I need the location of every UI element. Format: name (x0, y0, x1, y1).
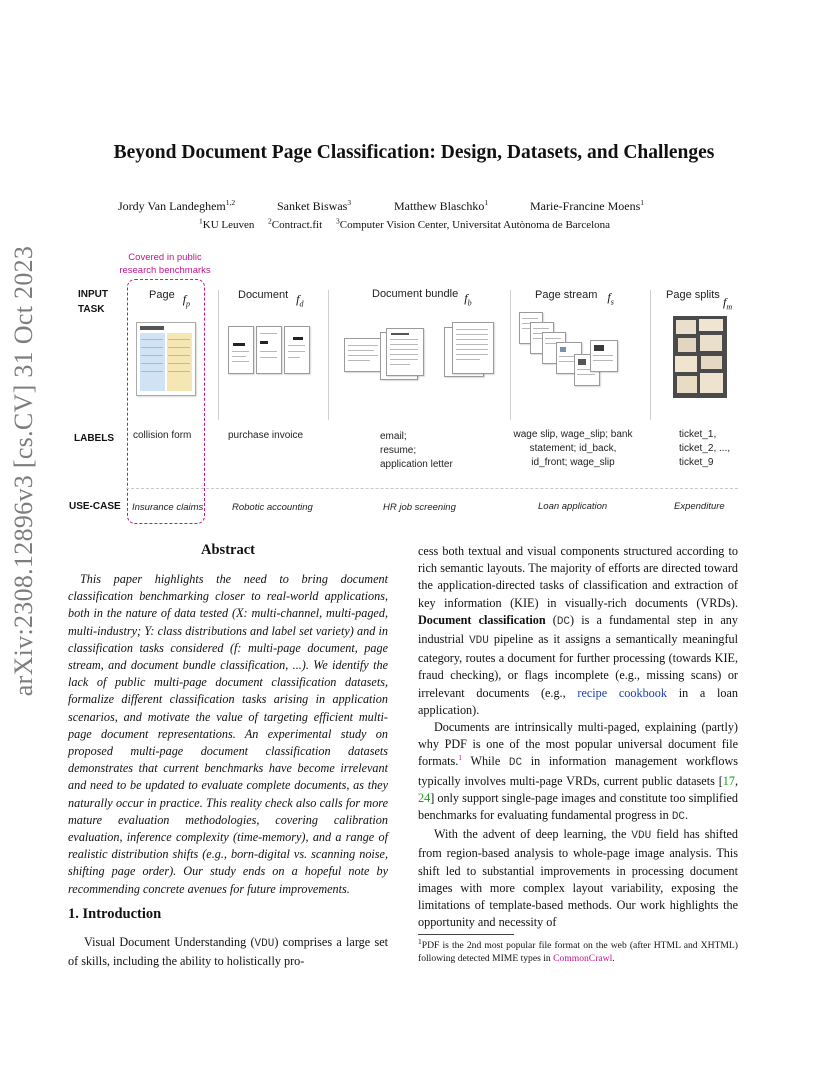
column-header-page-splits: Page splits $f_m$ (666, 289, 733, 312)
thumbnail-stream-page-6 (590, 340, 618, 372)
column-divider (328, 290, 329, 420)
affiliation-1: $^1$KU Leuven (199, 216, 255, 231)
citation-24[interactable]: 24 (418, 790, 431, 805)
label-document-bundle: email; resume; application letter (380, 431, 453, 470)
row-label-input-task: INPUT TASK (78, 289, 108, 315)
author-2: Sanket Biswas$^3$ (277, 198, 352, 213)
footnote-rule (418, 934, 514, 935)
column-header-document-bundle: Document bundle $_{f_b}$ (372, 288, 472, 308)
label-page-stream: wage slip, wage_slip; bank statement; id_back, id_front; wage_slip (513, 429, 633, 468)
use-case-page-splits: Expenditure (674, 501, 725, 512)
column-header-page: Page $_{f_p}$ (149, 289, 191, 309)
row-label-labels: LABELS (74, 433, 114, 444)
affiliation-3: $^3$Computer Vision Center, Universitat Autònoma de Barcelona (336, 216, 611, 231)
use-case-page-stream: Loan application (538, 501, 608, 512)
right-column-body: cess both textual and visual components structured according to rich semantic layouts. The majority of efforts are directed toward the application-directed tasks of classification and extraction of key information (KIE) in visually-rich documents (VRDs). Document classification (DC) is a fundamental step in any industrial VDU pipeline as it assigns a semantically meaningful category, routes a document for further processing (towards KIE, fraud checking), or flags incomplete (e.g., missing scans) or irrelevant documents (e.g., recipe cookbook in a loan application). Documents are intrinsically multi-paged, explaining (partly) why PDF is one of the most popular universal document file formats.$^1$ While DC in information management workflows typically involves multi-page VRDs, current public datasets [17, 24] only support single-page images and constitute too simplified benchmarks for evaluating fundamental progress in DC. With the advent of deep learning, the VDU field has shifted from region-based analysis to whole-page image analysis. This shift led to substantial improvements in processing document images with more complex layout variability, exposing the limitations of template-based methods. Our work highlights the opportunity and necessity of (418, 544, 739, 930)
paper-title: Beyond Document Page Classification: Design, Datasets, and Challenges (113, 142, 715, 163)
use-case-page: Insurance claims (132, 502, 204, 513)
thumbnail-collision-form (136, 322, 196, 396)
introduction-body: Visual Document Understanding (VDU) comprises a large set of skills, including the ability to holistically pro- (68, 935, 389, 969)
author-1: Jordy Van Landeghem$^{1,2}$ (118, 198, 236, 213)
thumbnail-ticket-splits (673, 316, 727, 398)
column-header-document: Document $_{f_d}$ (238, 289, 304, 309)
recipe-cookbook-link[interactable]: recipe cookbook (577, 685, 667, 700)
label-page-splits: ticket_1, ticket_2, ..., ticket_9 (679, 429, 731, 468)
use-case-document: Robotic accounting (232, 502, 313, 513)
citation-17[interactable]: 17 (722, 773, 735, 788)
label-document: purchase invoice (228, 430, 304, 441)
thumbnail-invoice-page-2 (256, 326, 282, 374)
column-divider (510, 290, 511, 420)
introduction-heading: 1. Introduction (68, 906, 162, 922)
label-page: collision form (133, 430, 192, 441)
use-case-separator (126, 488, 738, 489)
column-divider (218, 290, 219, 420)
column-divider (650, 290, 651, 420)
commoncrawl-link[interactable]: CommonCrawl (553, 953, 613, 964)
thumbnail-invoice-page-3 (284, 326, 310, 374)
affiliation-2: $^2$Contract.fit (268, 216, 323, 231)
abstract-body: This paper highlights the need to bring document classification benchmarking closer to real-world applications, both in the nature of data tested (X: multi-channel, multi-paged, multi-industry; Y: class distributions and label set variety) and in classification tasks considered (f: multi-page document, page stream, and document bundle classification, ...). We identify the lack of public multi-page document classification datasets, formalize different classification tasks arising in application scenarios, and motivate the value of targeting efficient multi-page document representations. An experimental study on proposed multi-page document classification datasets demonstrates that current benchmarks have become irrelevant and need to be updated to evaluate complete documents, as they naturally occur in practice. This reality check also calls for more mature evaluation methodologies, covering calibration evaluation, inference complexity (time-memory), and a range of realistic distribution shifts (e.g., born-digital vs. scanning noise, shifting page order). Our study ends on a hopeful note by recommending concrete avenues for future improvements. (68, 572, 388, 896)
row-label-use-case: USE-CASE (69, 501, 121, 512)
footnote: $^1$PDF is the 2nd most popular file format on the web (after HTML and XHTML) following detected MIME types in CommonCrawl. (418, 936, 738, 964)
column-header-page-stream: Page stream $f_s$ (535, 289, 614, 307)
thumbnail-invoice-page-1 (228, 326, 254, 374)
arxiv-stamp: arXiv:2308.12896v3 [cs.CV] 31 Oct 2023 (9, 245, 38, 697)
thumbnail-application-letter (452, 322, 494, 374)
thumbnail-resume (386, 328, 424, 376)
author-3: Matthew Blaschko$^1$ (394, 198, 489, 213)
author-4: Marie-Francine Moens$^1$ (530, 198, 645, 213)
use-case-document-bundle: HR job screening (383, 502, 456, 513)
footnote-marker[interactable]: 1 (458, 753, 463, 763)
abstract-heading: Abstract (201, 542, 255, 558)
public-benchmark-note: Covered in public research benchmarks (119, 252, 211, 276)
